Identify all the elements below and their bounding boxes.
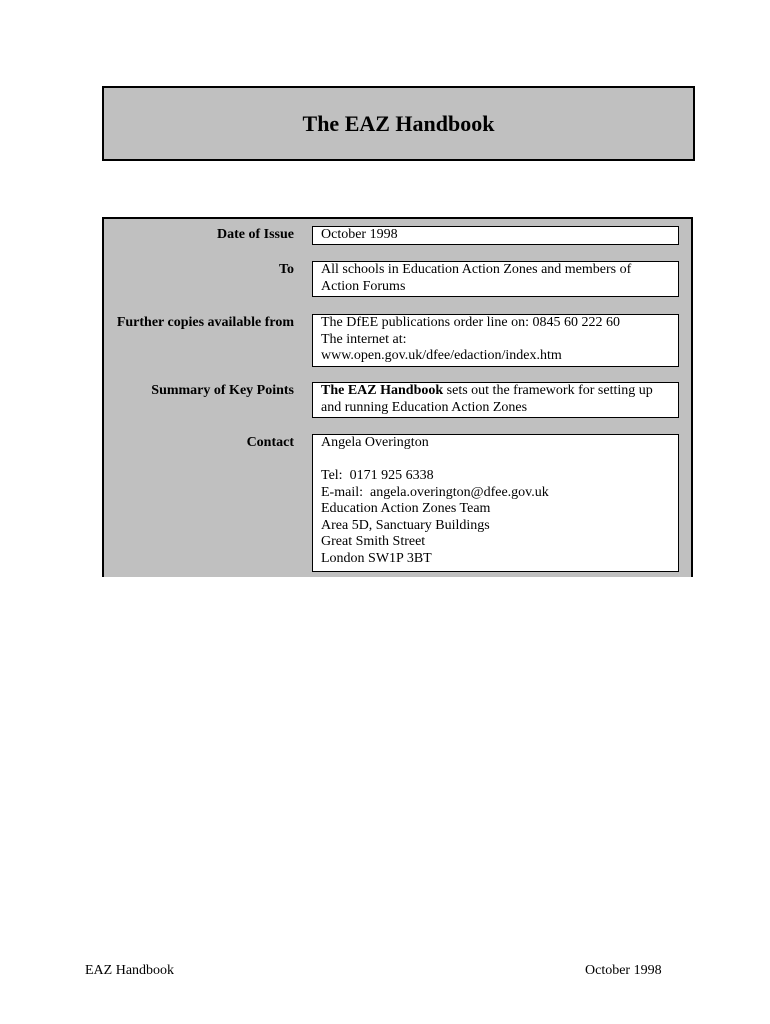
date-value: October 1998 — [321, 227, 398, 242]
copies-internet: The internet at: — [321, 331, 407, 347]
copies-field — [312, 314, 679, 367]
document-title: The EAZ Handbook — [302, 110, 495, 136]
summary-field — [312, 382, 679, 418]
summary-bold-title: The EAZ Handbook — [321, 383, 444, 398]
summary-text: sets out the framework for setting up and running Education Action Zones — [321, 383, 657, 415]
summary-label: Summary of Key Points — [151, 383, 294, 398]
to-value: All schools in Education Action Zones and members of Action Forums — [321, 262, 632, 294]
copies-label: Further copies available from — [116, 315, 294, 330]
contact-area: Area 5D, Sanctuary Buildings — [321, 517, 490, 533]
contact-spacer — [321, 452, 672, 469]
summary-value — [321, 383, 672, 416]
contact-tel: Tel: 0171 925 6338 — [321, 468, 434, 483]
contact-street: Great Smith Street — [321, 534, 426, 549]
to-field — [312, 261, 679, 297]
copies-phone: The DfEE publications order line on: 0845 60 222 60 — [321, 315, 620, 330]
contact-team: Education Action Zones Team — [321, 501, 491, 516]
date-label: Date of Issue — [217, 227, 294, 242]
contact-name: Angela Overington — [321, 435, 429, 450]
footer-left: EAZ Handbook — [85, 963, 175, 978]
contact-email: E-mail: angela.overington@dfee.gov.uk — [321, 484, 549, 500]
to-label: To — [278, 262, 294, 277]
contact-label: Contact — [246, 435, 294, 450]
copies-url: www.open.gov.uk/dfee/edaction/index.htm — [321, 348, 562, 363]
date-field — [312, 226, 679, 245]
contact-city: London SW1P 3BT — [321, 550, 432, 566]
contact-field — [312, 434, 679, 572]
info-panel — [102, 217, 693, 577]
title-box — [102, 86, 695, 161]
footer-right: October 1998 — [585, 963, 662, 978]
